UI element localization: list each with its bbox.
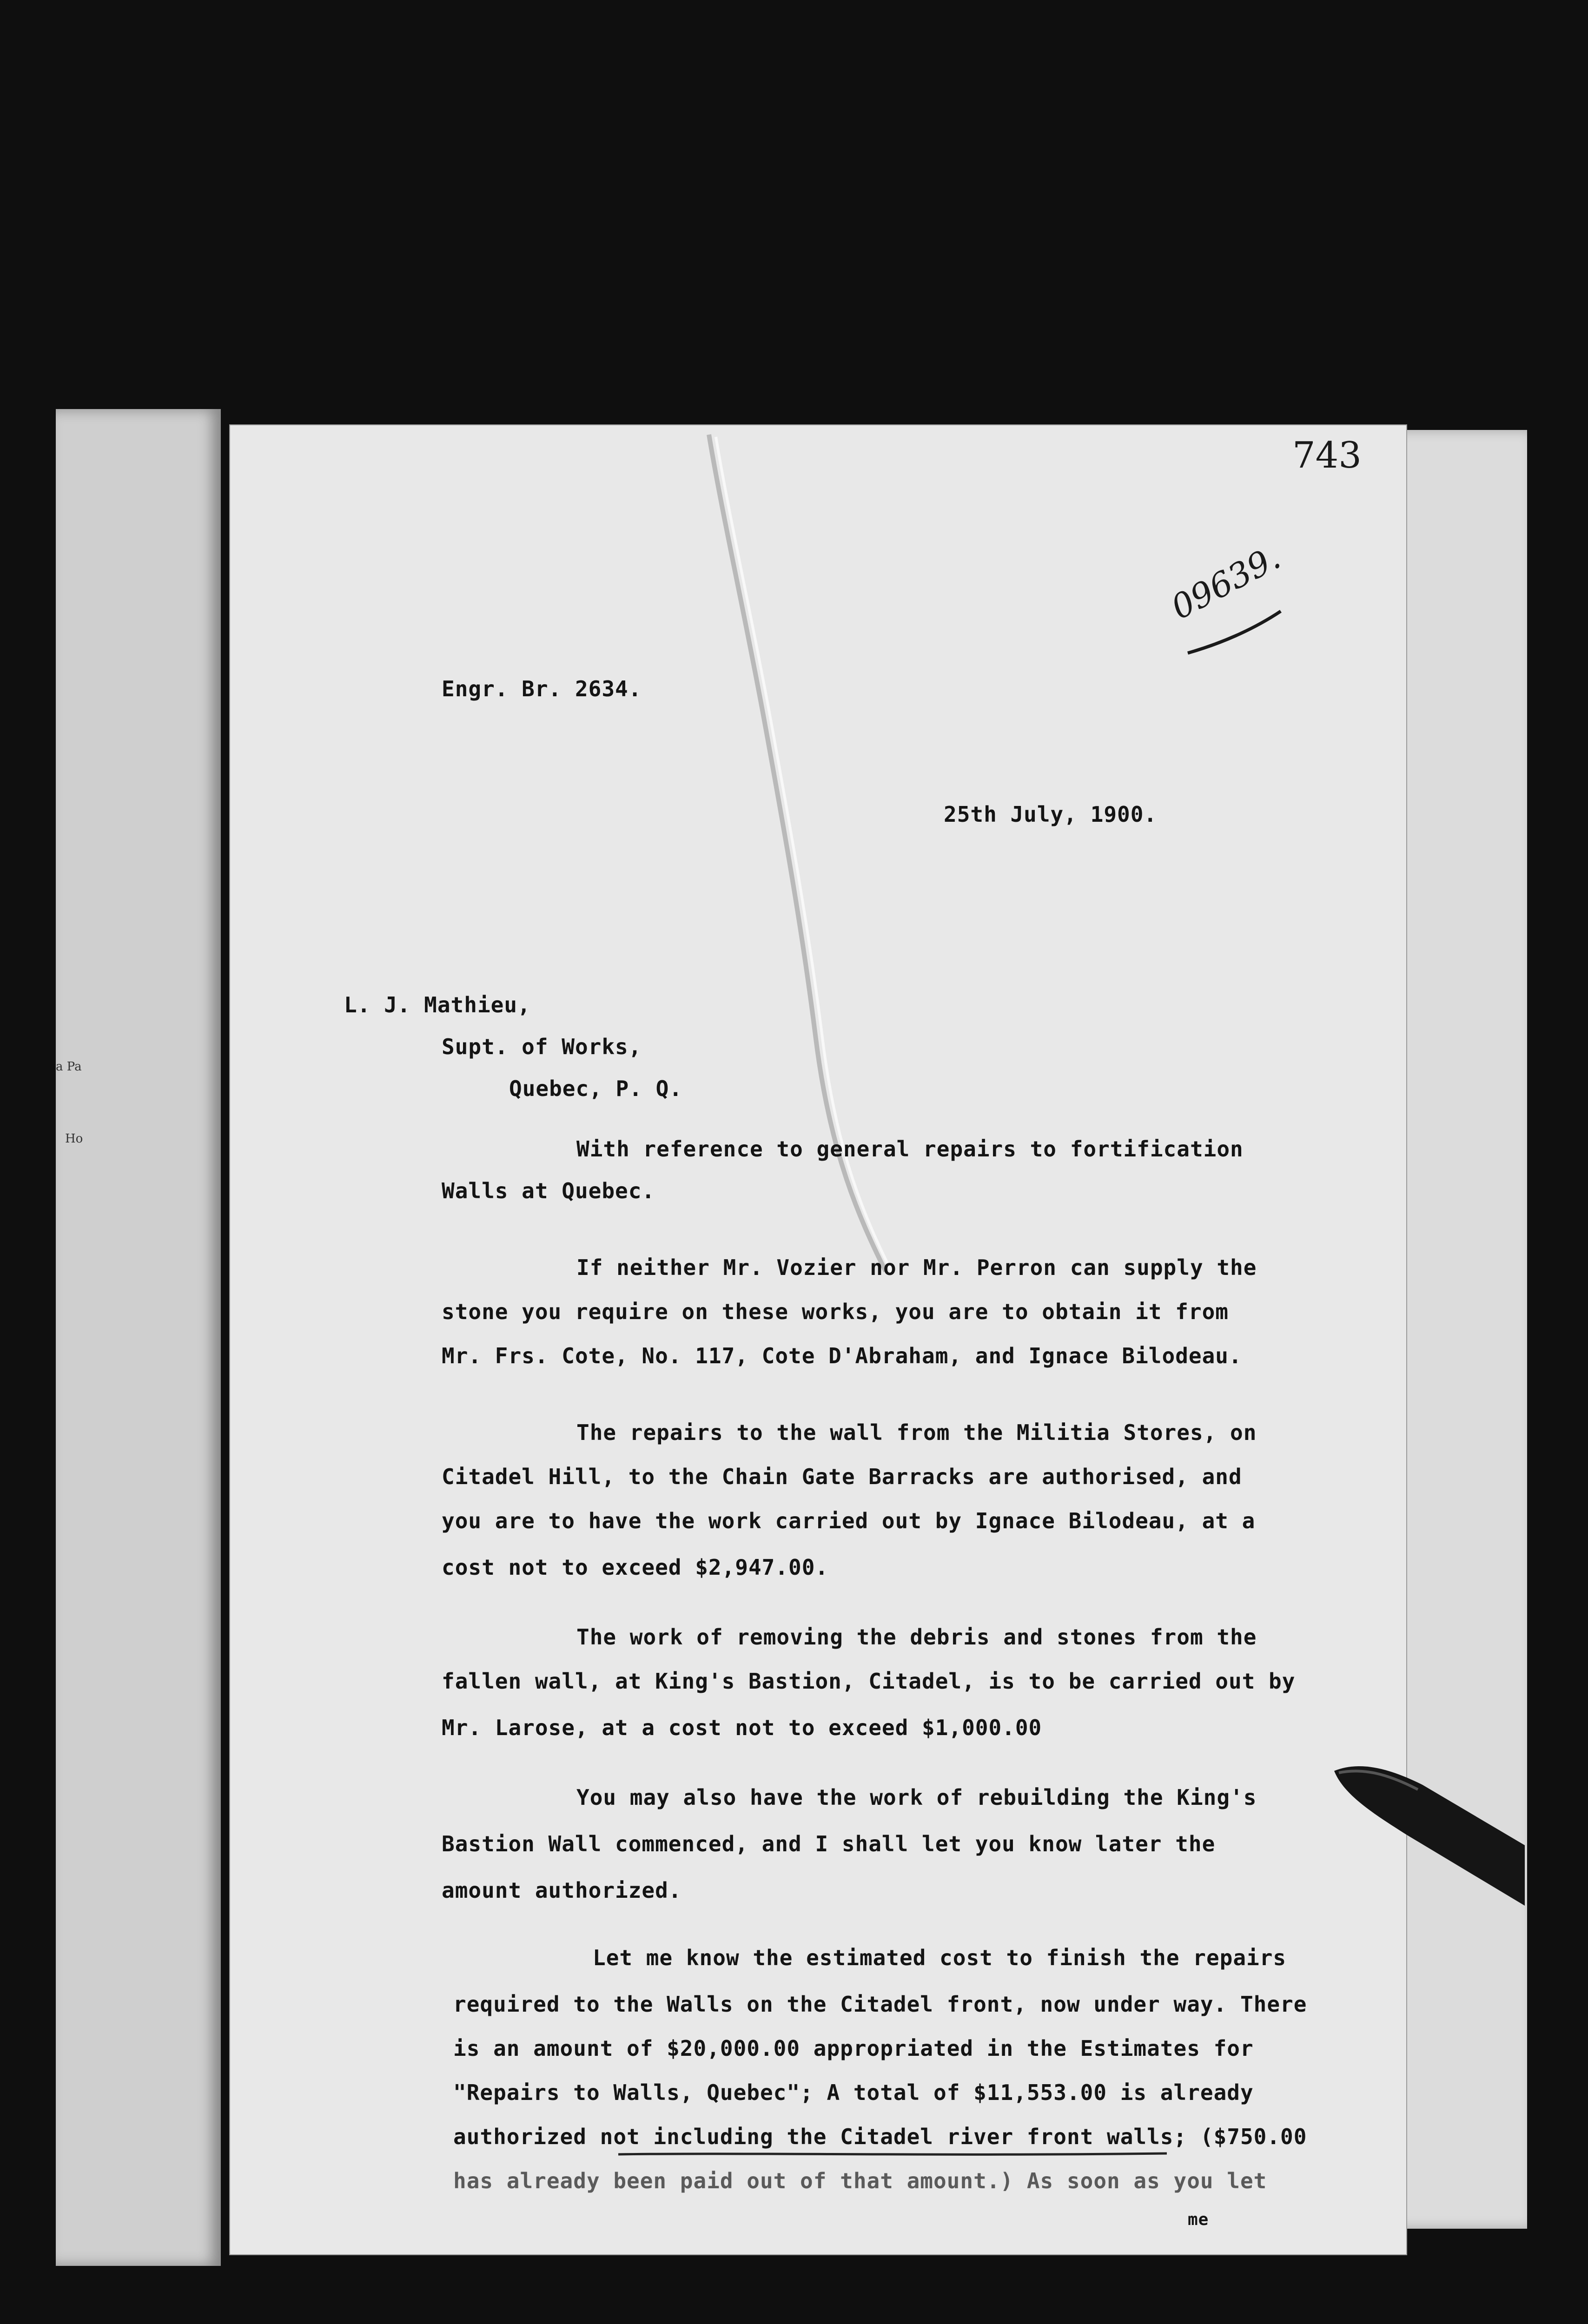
paragraph-line: stone you require on these works, you are to obtain it from [442,1299,1229,1324]
paper-crease [230,425,1406,2254]
paragraph-line: fallen wall, at King's Bastion, Citadel, is to be carried out by [442,1669,1296,1694]
right-underlying-page [1388,430,1527,2229]
handwritten-underline [616,2151,1169,2158]
handwritten-file-number: 09639. [1165,537,1287,627]
paragraph-line: you are to have the work carried out by Ignace Bilodeau, at a [442,1508,1256,1533]
engineering-branch-reference: Engr. Br. 2634. [442,676,642,701]
paragraph-line: The work of removing the debris and stones from the [576,1624,1257,1650]
pen-tip [1330,1757,1525,1906]
paragraph-line: With reference to general repairs to fortification [576,1136,1244,1162]
addressee-location: Quebec, P. Q. [509,1076,683,1101]
paragraph-line: Walls at Quebec. [442,1178,655,1203]
paragraph-line: Bastion Wall commenced, and I shall let you know later the [442,1831,1216,1856]
paragraph-line: is an amount of $20,000.00 appropriated in the Estimates for [453,2036,1254,2061]
catchword: me [1188,2210,1209,2229]
addressee-name: L. J. Mathieu, [344,992,531,1017]
paragraph-line: Mr. Larose, at a cost not to exceed $1,000.00 [442,1715,1042,1740]
paragraph-line: Mr. Frs. Cote, No. 117, Cote D'Abraham, and Ignace Bilodeau. [442,1343,1242,1368]
left-margin-fragment: a Pa [56,1060,82,1074]
handwritten-underline [1183,607,1285,658]
left-underlying-page [56,409,221,2266]
letter-date: 25th July, 1900. [944,802,1158,827]
paragraph-line: required to the Walls on the Citadel front, now under way. There [453,1992,1307,2017]
paragraph-line: amount authorized. [442,1878,682,1903]
paragraph-line: has already been paid out of that amount.) As soon as you let [453,2168,1267,2193]
addressee-title: Supt. of Works, [442,1034,642,1059]
left-margin-fragment: Ho [65,1132,83,1146]
paragraph-line: Let me know the estimated cost to finish the repairs [593,1945,1287,1970]
paragraph-line: "Repairs to Walls, Quebec"; A total of $11,553.00 is already [453,2080,1254,2105]
paragraph-line: cost not to exceed $2,947.00. [442,1555,829,1580]
paragraph-line: authorized not including the Citadel river front walls; ($750.00 [453,2124,1307,2149]
letter-page [230,425,1406,2254]
page-number: 743 [1292,435,1362,476]
paragraph-line: The repairs to the wall from the Militia Stores, on [576,1420,1257,1445]
paragraph-line: If neither Mr. Vozier nor Mr. Perron can supply the [576,1255,1257,1280]
paragraph-line: You may also have the work of rebuilding the King's [576,1785,1257,1810]
paragraph-line: Citadel Hill, to the Chain Gate Barracks are authorised, and [442,1464,1242,1489]
